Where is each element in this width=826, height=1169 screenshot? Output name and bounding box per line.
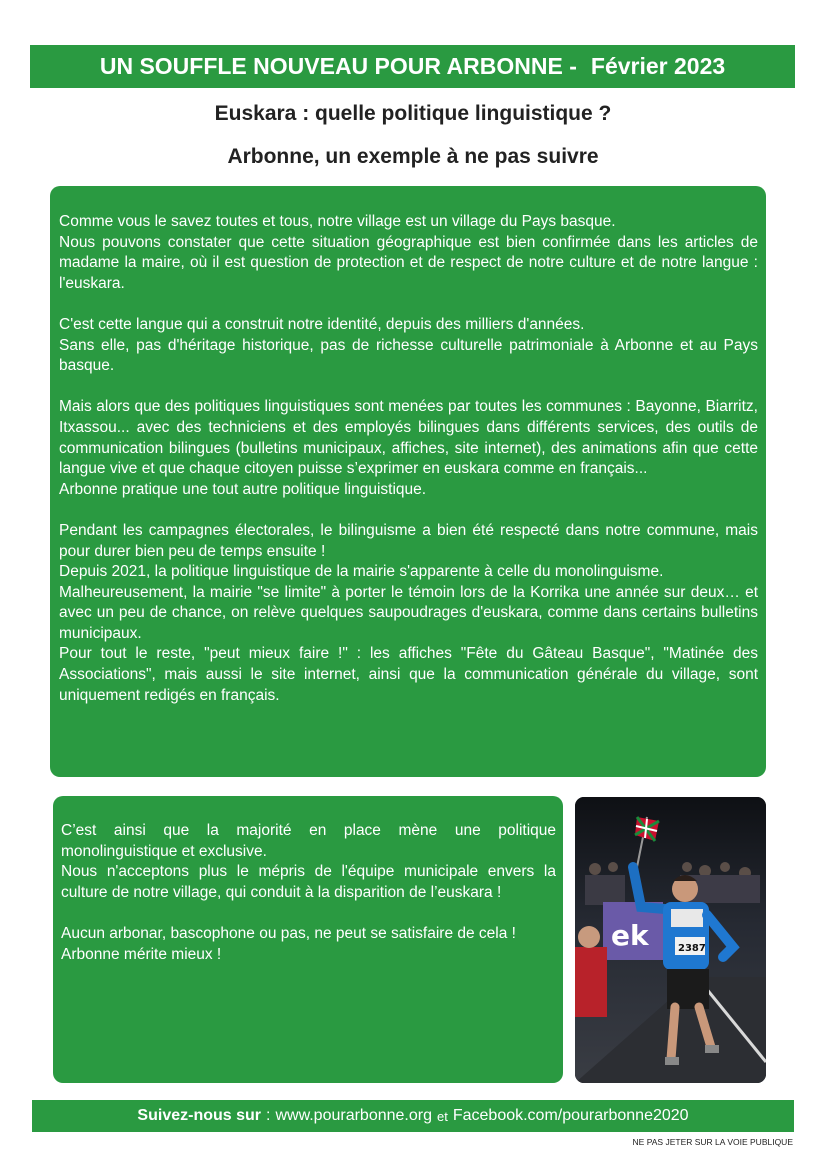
text-line: Arbonne pratique une tout autre politique linguistique. <box>59 480 427 498</box>
header-banner <box>30 45 795 88</box>
paragraph <box>61 924 556 965</box>
text-line: C'est cette langue qui a construit notre identité, depuis des milliers d'années. <box>59 315 585 333</box>
follow-label: Suivez-nous sur <box>137 1107 261 1124</box>
text-line: Nous n'acceptons plus le mépris de l'équipe municipale envers la culture de notre village, qui conduit à la disparition de l’euskara ! <box>61 863 556 901</box>
paragraph <box>59 397 758 500</box>
child-spectator <box>575 947 607 1017</box>
facebook-link[interactable]: Facebook.com/pourarbonne2020 <box>452 1107 689 1124</box>
footer-bar <box>32 1100 794 1132</box>
disclaimer: NE PAS JETER SUR LA VOIE PUBLIQUE <box>632 1137 793 1147</box>
text-line: C’est ainsi que la majorité en place mène une politique monolinguistique et exclusive. <box>61 822 556 860</box>
event-banner-text: ek <box>611 919 649 952</box>
paragraph <box>59 521 758 706</box>
text-line: Malheureusement, la mairie "se limite" à porter le témoin lors de la Korrika une année sur deux… et avec un peu de chance, on relève quelques saupoudrages d'euskara, comme dans certains bulletins municipaux. <box>59 583 758 642</box>
text-line: Pour tout le reste, "peut mieux faire !" : les affiches "Fête du Gâteau Basque", "Matinée des Associations", mais aussi le site internet, ainsi que la communication générale du village, sont uniquement redigés en français. <box>59 645 758 704</box>
footer-and: et <box>437 1108 448 1124</box>
footer-colon: : <box>266 1107 271 1124</box>
paragraph <box>61 821 556 903</box>
text-line: Aucun arbonar, bascophone ou pas, ne peut se satisfaire de cela ! <box>61 924 516 942</box>
text-line: Mais alors que des politiques linguistiques sont menées par toutes les communes : Bayonne, Biarritz, Itxassou... avec des techniciens et des employés bilingues dans différents services, des outils de communication bilingues (bulletins municipaux, affiches, site internet), des animations afin que cette langue vive et que chaque citoyen puisse s’exprimer en euskara comme en français... <box>59 398 758 478</box>
text-line: Arbonne mérite mieux ! <box>61 945 222 963</box>
page-subtitle: Arbonne, un exemple à ne pas suivre <box>227 145 599 168</box>
text-line: Comme vous le savez toutes et tous, notre village est un village du Pays basque. <box>59 213 616 230</box>
text-line: Pendant les campagnes électorales, le bilinguisme a bien été respecté dans notre commune, mais pour durer bien peu de temps ensuite ! <box>59 521 758 560</box>
text-line: Nous pouvons constater que cette situation géographique est bien confirmée dans les articles de madame la maire, où il est question de protection et de respect de notre culture et de notre langue : l'euskara. <box>59 233 758 292</box>
bib-number: 2387 <box>678 943 706 954</box>
banner-title: UN SOUFFLE NOUVEAU POUR ARBONNE - <box>99 53 577 79</box>
page-title: Euskara : quelle politique linguistique ? <box>214 102 612 125</box>
text-line: Depuis 2021, la politique linguistique de la mairie s'apparente à celle du monolinguisme. <box>59 563 664 581</box>
conclusion-text-box <box>53 796 563 1083</box>
paragraph <box>59 212 758 294</box>
text-line: Sans elle, pas d'héritage historique, pas de richesse culturelle patrimoniale à Arbonne et au Pays basque. <box>59 336 758 375</box>
banner-date: Février 2023 <box>590 53 726 79</box>
paragraph <box>59 315 758 377</box>
runner-photo <box>575 797 766 1083</box>
runner-photo-illustration <box>575 797 766 1083</box>
website-link[interactable]: www.pourarbonne.org <box>275 1107 432 1124</box>
main-text-box <box>50 186 766 777</box>
